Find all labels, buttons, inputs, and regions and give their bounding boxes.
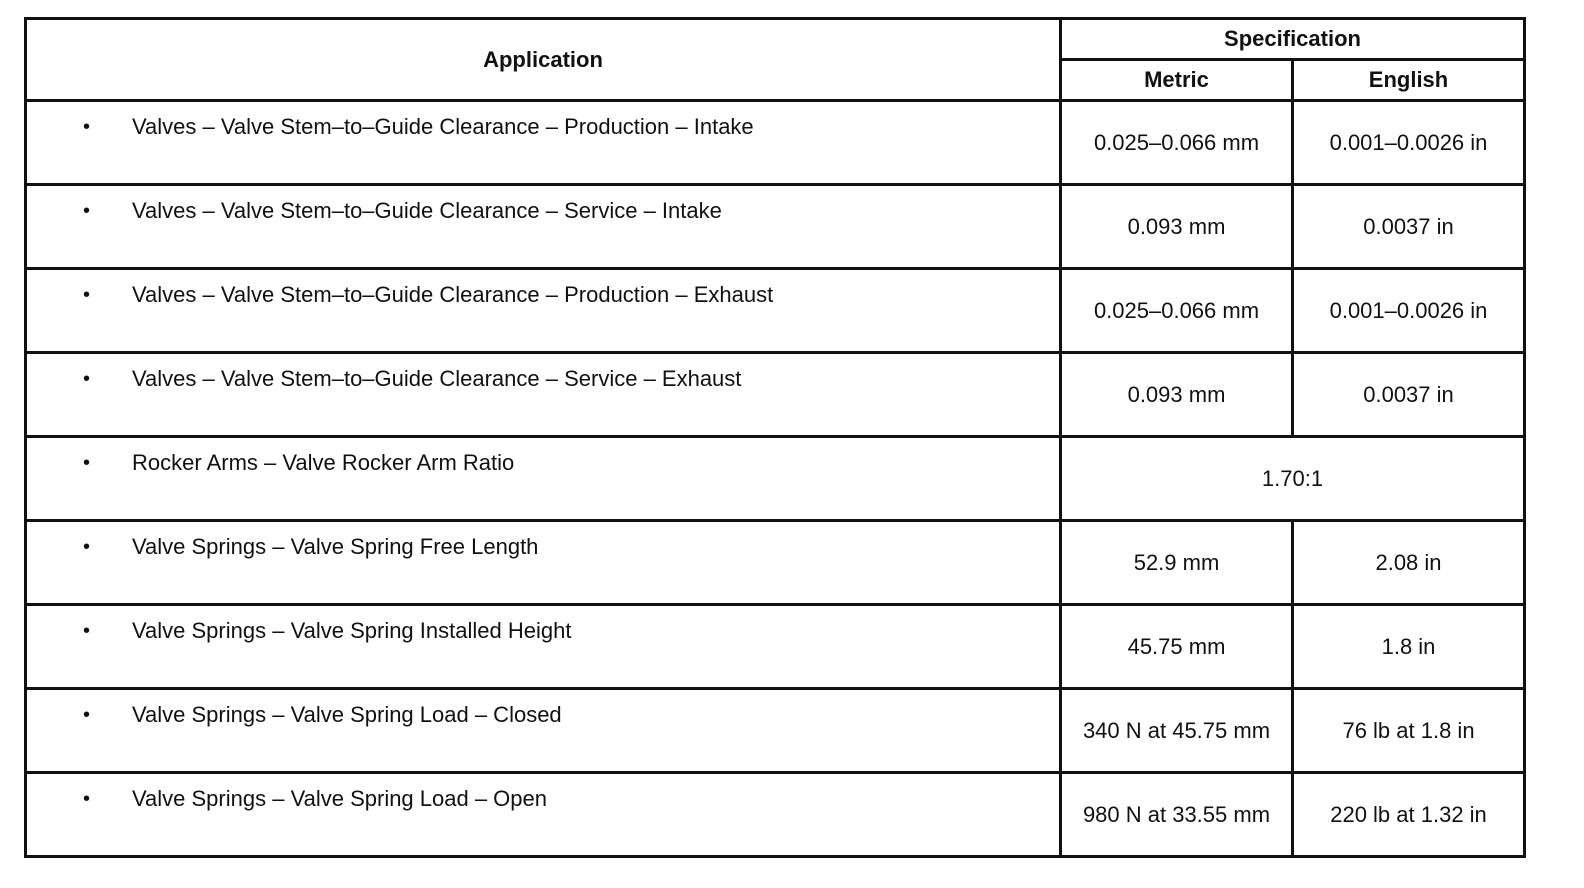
metric-value: 52.9 mm — [1061, 521, 1293, 605]
bullet-icon: • — [83, 620, 91, 642]
table-row — [26, 101, 1525, 185]
application-cell — [26, 773, 1061, 857]
application-cell — [26, 101, 1061, 185]
english-value: 2.08 in — [1293, 521, 1525, 605]
table-row — [26, 269, 1525, 353]
metric-value: 0.093 mm — [1061, 185, 1293, 269]
application-text: Valve Springs – Valve Spring Installed Height — [132, 618, 572, 643]
application-text: Valve Springs – Valve Spring Free Length — [132, 534, 539, 559]
english-value: 0.001–0.0026 in — [1293, 101, 1525, 185]
application-cell — [26, 269, 1061, 353]
application-text: Valves – Valve Stem–to–Guide Clearance – Production – Exhaust — [132, 282, 774, 307]
table-row — [26, 773, 1525, 857]
bullet-icon: • — [83, 284, 91, 306]
bullet-icon: • — [83, 200, 91, 222]
application-text: Valves – Valve Stem–to–Guide Clearance – Service – Intake — [132, 198, 722, 223]
combined-value: 1.70:1 — [1061, 437, 1525, 521]
metric-value: 0.025–0.066 mm — [1061, 269, 1293, 353]
application-text: Rocker Arms – Valve Rocker Arm Ratio — [132, 450, 515, 475]
table-row — [26, 353, 1525, 437]
english-value: 1.8 in — [1293, 605, 1525, 689]
bullet-icon: • — [83, 788, 91, 810]
header-english: English — [1293, 60, 1525, 101]
metric-value: 0.093 mm — [1061, 353, 1293, 437]
application-cell — [26, 689, 1061, 773]
application-cell — [26, 185, 1061, 269]
application-text: Valves – Valve Stem–to–Guide Clearance – Production – Intake — [132, 114, 754, 139]
table-row — [26, 185, 1525, 269]
english-value: 0.0037 in — [1293, 353, 1525, 437]
header-application: Application — [26, 19, 1061, 101]
bullet-icon: • — [83, 704, 91, 726]
table-row — [26, 521, 1525, 605]
metric-value: 45.75 mm — [1061, 605, 1293, 689]
specification-table — [24, 17, 1526, 858]
bullet-icon: • — [83, 116, 91, 138]
bullet-icon: • — [83, 536, 91, 558]
metric-value: 980 N at 33.55 mm — [1061, 773, 1293, 857]
english-value: 0.001–0.0026 in — [1293, 269, 1525, 353]
metric-value: 0.025–0.066 mm — [1061, 101, 1293, 185]
bullet-icon: • — [83, 368, 91, 390]
bullet-icon: • — [83, 452, 91, 474]
application-cell — [26, 437, 1061, 521]
header-metric: Metric — [1061, 60, 1293, 101]
application-cell — [26, 353, 1061, 437]
header-specification: Specification — [1061, 19, 1525, 60]
application-cell — [26, 521, 1061, 605]
application-text: Valves – Valve Stem–to–Guide Clearance – Service – Exhaust — [132, 366, 742, 391]
english-value: 76 lb at 1.8 in — [1293, 689, 1525, 773]
english-value: 220 lb at 1.32 in — [1293, 773, 1525, 857]
metric-value: 340 N at 45.75 mm — [1061, 689, 1293, 773]
table-row — [26, 689, 1525, 773]
application-text: Valve Springs – Valve Spring Load – Closed — [132, 702, 562, 727]
table-row — [26, 437, 1525, 521]
table-row — [26, 605, 1525, 689]
application-text: Valve Springs – Valve Spring Load – Open — [132, 786, 548, 811]
application-cell — [26, 605, 1061, 689]
english-value: 0.0037 in — [1293, 185, 1525, 269]
